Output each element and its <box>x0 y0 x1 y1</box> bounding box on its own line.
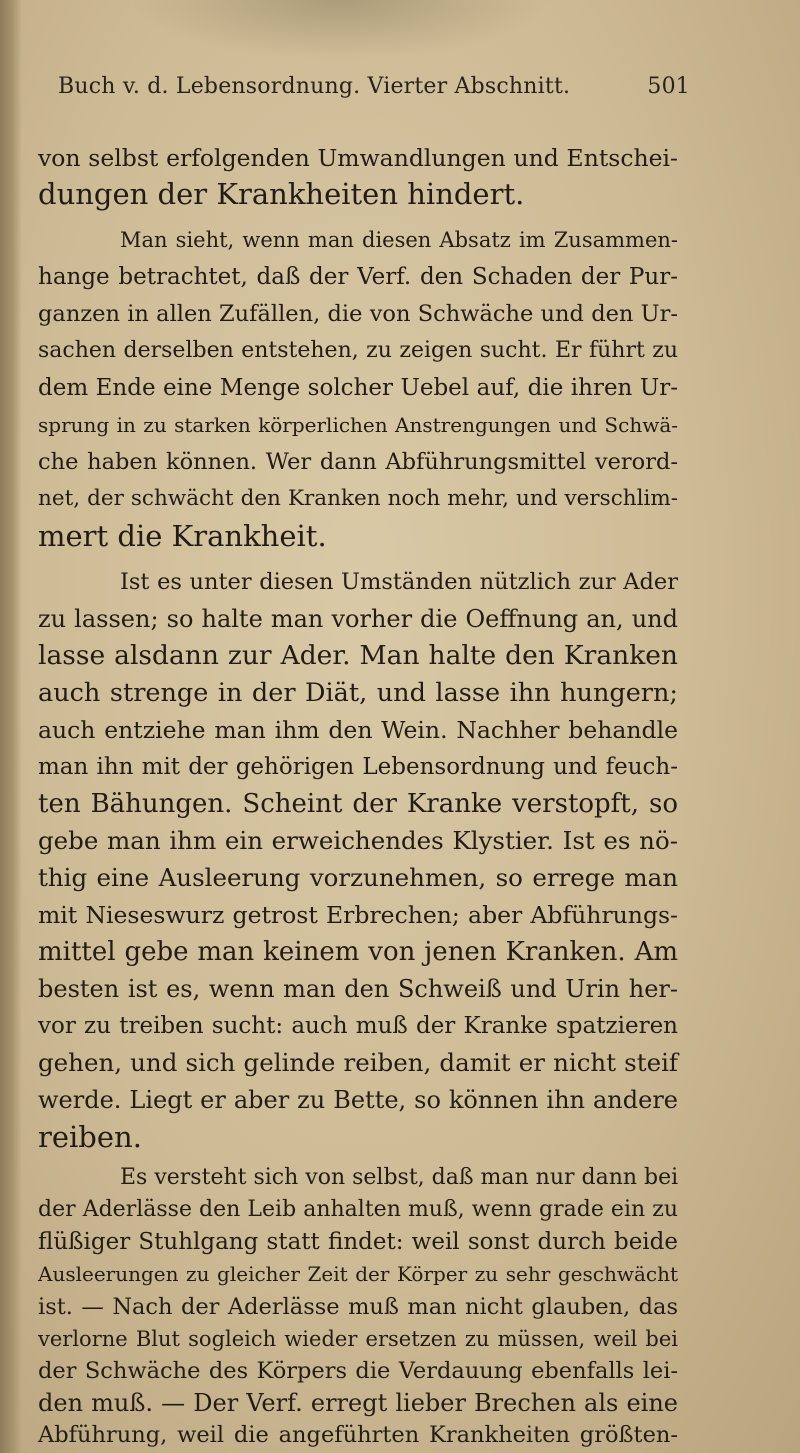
text-line: mittel gebe man keinem von jenen Kranken. Am <box>38 937 678 967</box>
running-title: Buch v. d. Lebensordnung. Vierter Abschnitt. <box>58 74 571 99</box>
paper-stain <box>130 0 550 60</box>
text-line: net, der schwächt den Kranken noch mehr, und verschlim- <box>38 486 678 511</box>
text-line: zu lassen; so halte man vorher die Oeffnung an, und <box>38 605 678 633</box>
text-line: gehen, und sich gelinde reiben, damit er nicht steif <box>38 1048 678 1077</box>
text-line: ganzen in allen Zufällen, die von Schwäche und den Ur- <box>38 301 678 327</box>
text-line: lasse alsdann zur Ader. Man halte den Kranken <box>38 640 678 671</box>
text-line: werde. Liegt er aber zu Bette, so können ihn andere <box>38 1086 678 1114</box>
paragraph-start-line: Man sieht, wenn man diesen Absatz im Zusammen- <box>120 228 678 252</box>
text-line: hange betrachtet, daß der Verf. den Schaden der Pur- <box>38 264 678 290</box>
page-header <box>58 74 690 118</box>
text-line: reiben. <box>38 1120 142 1154</box>
text-line: den muß. — Der Verf. erregt lieber Brechen als eine <box>38 1389 678 1417</box>
paragraph-start-line: Es versteht sich von selbst, daß man nur dann bei <box>120 1165 679 1190</box>
text-line: mit Nieseswurz getrost Erbrechen; aber Abführungs- <box>38 901 678 929</box>
text-line: sprung in zu starken körperlichen Anstrengungen und Schwä- <box>38 413 678 437</box>
text-line: thig eine Ausleerung vorzunehmen, so errege man <box>38 863 678 892</box>
text-line: dungen der Krankheiten hindert. <box>38 177 525 211</box>
text-line: auch strenge in der Diät, und lasse ihn hungern; <box>38 678 678 708</box>
text-line: auch entziehe man ihm den Wein. Nachher behandle <box>38 716 678 744</box>
text-line: man ihn mit der gehörigen Lebensordnung und feuch- <box>38 754 678 780</box>
text-line: Abführung, weil die angeführten Krankheiten größten- <box>38 1422 678 1448</box>
text-line: von selbst erfolgenden Umwandlungen und Entschei- <box>38 144 678 172</box>
text-line: der Aderlässe den Leib anhalten muß, wenn grade ein zu <box>38 1197 678 1222</box>
text-line: gebe man ihm ein erweichendes Klystier. Ist es nö- <box>38 826 678 855</box>
text-line: ist. — Nach der Aderlässe muß man nicht glauben, das <box>38 1294 678 1320</box>
text-line: ten Bähungen. Scheint der Kranke verstopft, so <box>38 789 678 819</box>
page-number: 501 <box>647 74 690 99</box>
text-line: dem Ende eine Menge solcher Uebel auf, die ihren Ur- <box>38 375 678 401</box>
text-line: vor zu treiben sucht: auch muß der Kranke spatzieren <box>38 1013 678 1039</box>
text-line: verlorne Blut sogleich wieder ersetzen zu müssen, weil bei <box>38 1327 678 1351</box>
text-line: mert die Krankheit. <box>38 519 327 553</box>
text-line: Ausleerungen zu gleicher Zeit der Körper zu sehr geschwächt <box>38 1262 678 1286</box>
text-line: che haben können. Wer dann Abführungsmittel verord- <box>38 449 678 475</box>
text-line: der Schwäche des Körpers die Verdauung ebenfalls lei- <box>38 1358 678 1384</box>
text-line: besten ist es, wenn man den Schweiß und Urin her- <box>38 975 678 1003</box>
text-line: flüßiger Stuhlgang statt findet: weil sonst durch beide <box>38 1229 678 1255</box>
paragraph-start-line: Ist es unter diesen Umständen nützlich zur Ader <box>120 569 678 595</box>
page-gutter-shadow <box>0 0 22 1453</box>
text-line: sachen derselben entstehen, zu zeigen sucht. Er führt zu <box>38 338 678 363</box>
